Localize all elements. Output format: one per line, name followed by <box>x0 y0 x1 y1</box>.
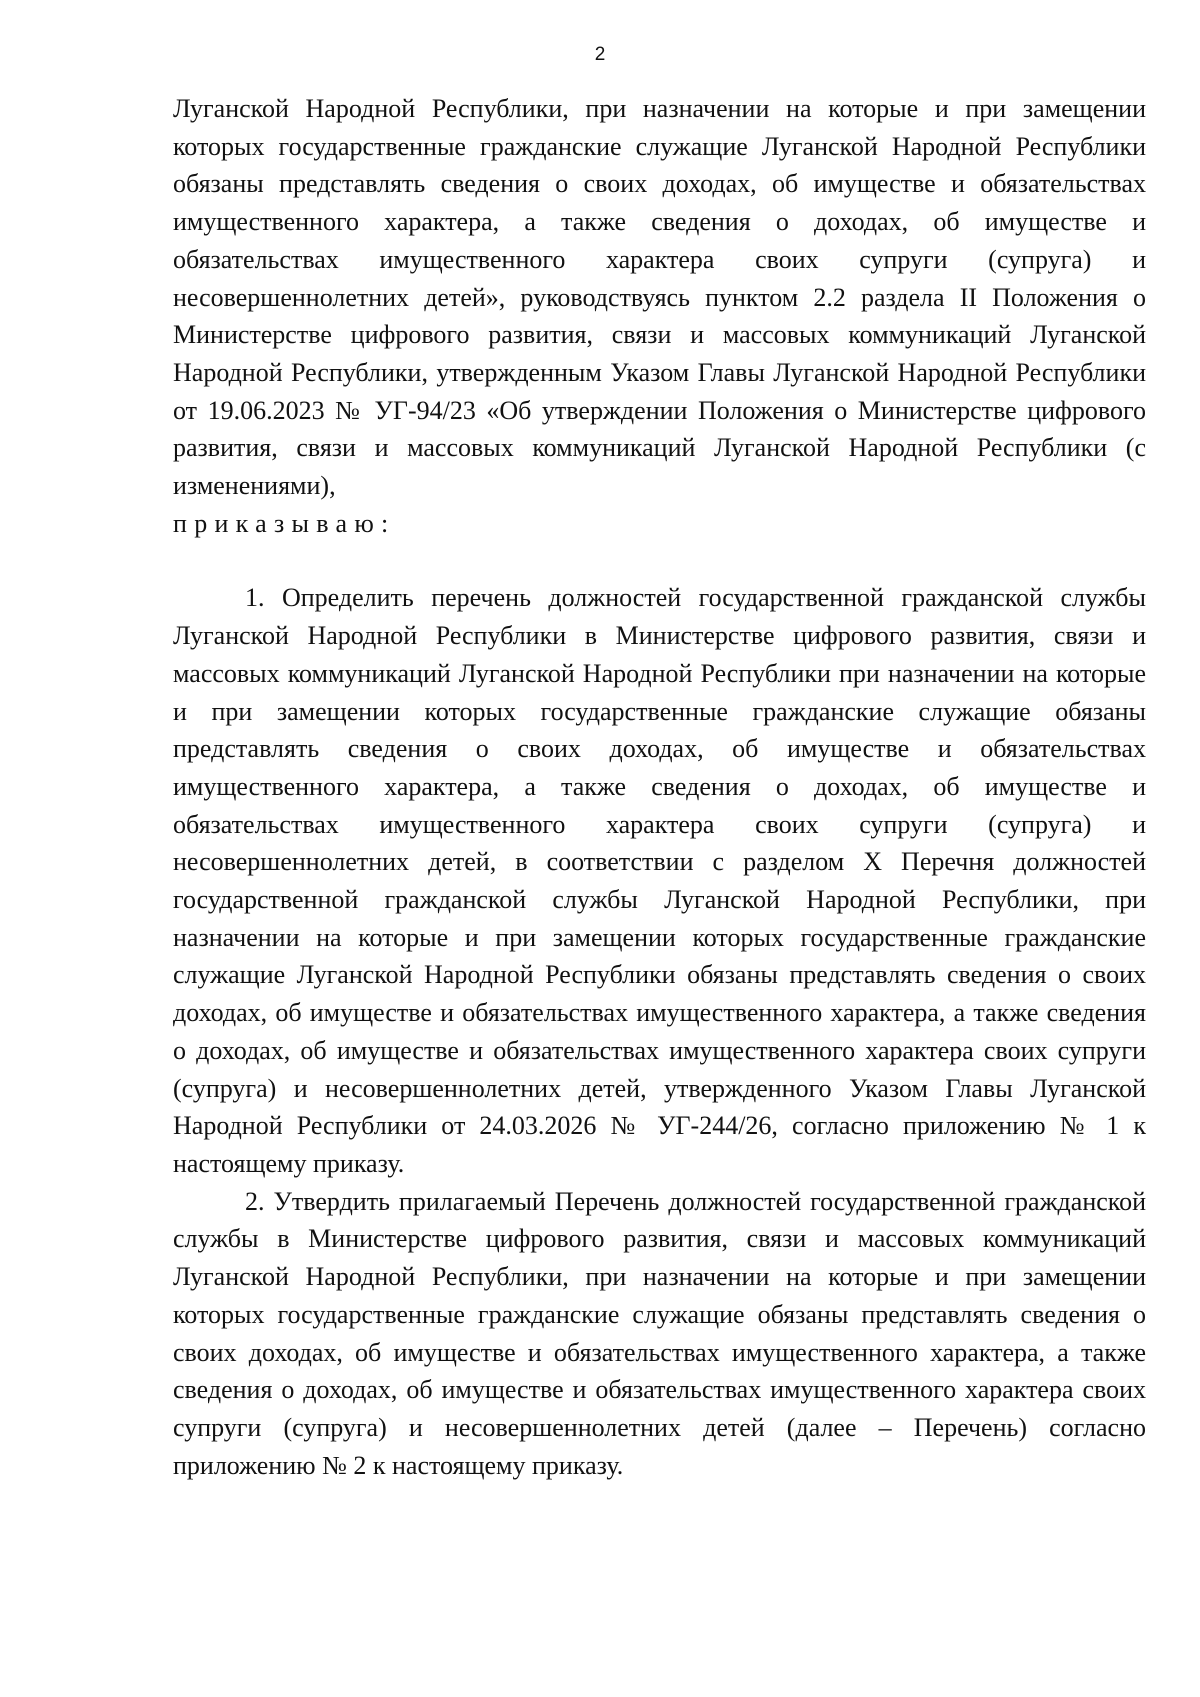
document-body <box>173 90 1146 1484</box>
intro-paragraph: Луганской Народной Республики, при назначении на которые и при замещении которых государственные гражданские служащие Луганской Народной Республики обязаны представлять сведения о своих доходах, об имуществе и обязательствах имущественного характера, а также сведения о доходах, об имуществе и обязательствах имущественного характера своих супруги (супруга) и несовершеннолетних детей», руководствуясь пунктом 2.2 раздела II Положения о Министерстве цифрового развития, связи и массовых коммуникаций Луганской Народной Республики, утвержденным Указом Главы Луганской Народной Республики от 19.06.2023 № УГ-94/23 «Об утверждении Положения о Министерстве цифрового развития, связи и массовых коммуникаций Луганской Народной Республики (с изменениями), <box>173 94 1146 501</box>
order-item-1: 1. Определить перечень должностей государственной гражданской службы Луганской Народной Республики в Министерстве цифрового развития, связи и массовых коммуникаций Луганской Народной Республики при назначении на которые и при замещении которых государственные гражданские служащие обязаны представлять сведения о своих доходах, об имуществе и обязательствах имущественного характера, а также сведения о доходах, об имуществе и обязательствах имущественного характера своих супруги (супруга) и несовершеннолетних детей, в соответствии с разделом X Перечня должностей государственной гражданской службы Луганской Народной Республики, при назначении на которые и при замещении которых государственные гражданские служащие Луганской Народной Республики обязаны представлять сведения о своих доходах, об имуществе и обязательствах имущественного характера, а также сведения о доходах, об имуществе и обязательствах имущественного характера своих супруги (супруга) и несовершеннолетних детей, утвержденного Указом Главы Луганской Народной Республики от 24.03.2026 № УГ-244/26, согласно приложению № 1 к настоящему приказу. <box>173 583 1146 1178</box>
order-item-2: 2. Утвердить прилагаемый Перечень должностей государственной гражданской службы в Министерстве цифрового развития, связи и массовых коммуникаций Луганской Народной Республики, при назначении на которые и при замещении которых государственные гражданские служащие обязаны представлять сведения о своих доходах, об имуществе и обязательствах имущественного характера, а также сведения о доходах, об имуществе и обязательствах имущественного характера своих супруги (супруга) и несовершеннолетних детей (далее – Перечень) согласно приложению № 2 к настоящему приказу. <box>173 1186 1146 1480</box>
page-number: 2 <box>594 44 606 65</box>
paragraph-spacer <box>173 542 1146 579</box>
order-word: приказываю: <box>173 508 396 538</box>
order-line <box>173 505 1146 543</box>
